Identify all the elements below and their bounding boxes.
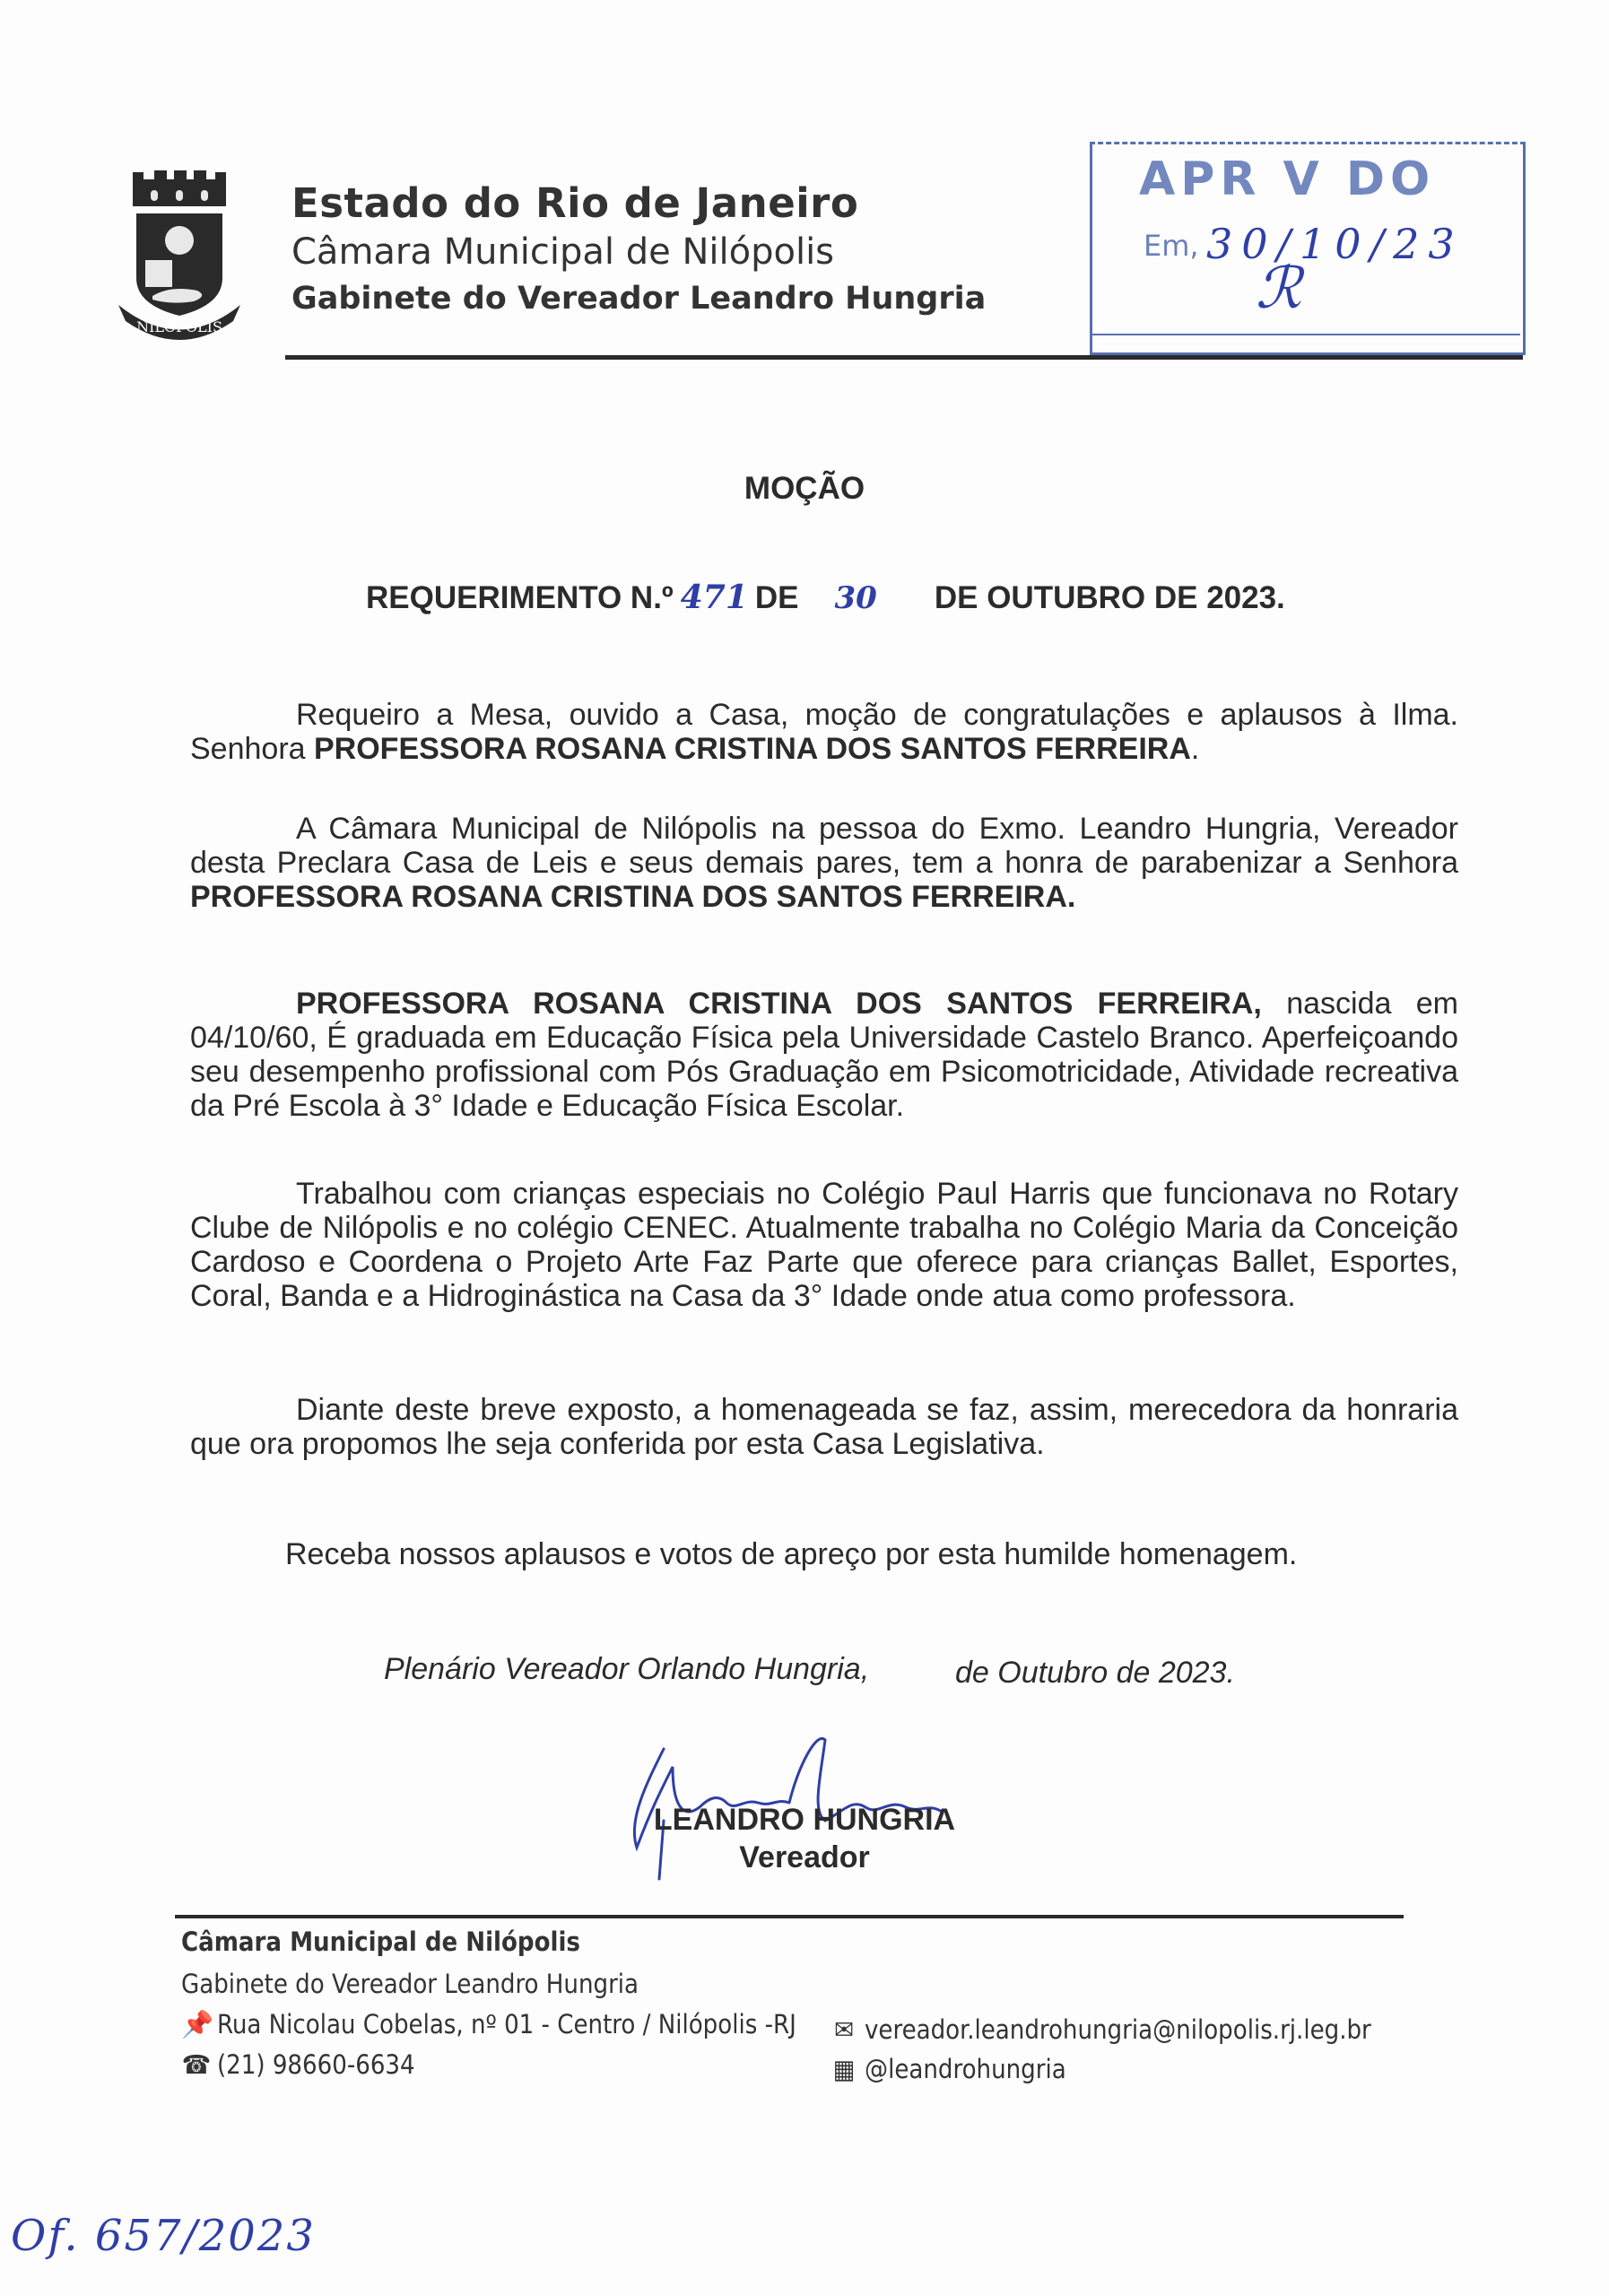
- requerimento-day: 30: [834, 580, 877, 616]
- stamp-date: 30/10/23: [1206, 220, 1464, 268]
- paragraph-conclusion: [190, 1393, 1458, 1461]
- paragraph-closing: Receba nossos aplausos e votos de apreço por esta humilde homenagem.: [285, 1537, 1298, 1571]
- address-text: Rua Nicolau Cobelas, nº 01 - Centro / Nilópolis -RJ: [217, 2009, 796, 2039]
- paragraph-text: Diante deste breve exposto, a homenageada se faz, assim, merecedora da honraria que ora propomos lhe seja conferida por esta Casa Legislativa.: [190, 1393, 1458, 1461]
- phone-app-icon: ▦: [832, 2054, 856, 2084]
- social-handle[interactable]: @leandrohungria: [865, 2054, 1066, 2084]
- envelope-icon: ✉: [834, 2014, 854, 2045]
- signer-name: LEANDRO HUNGRIA: [653, 1803, 956, 1837]
- paragraph-text: Requeiro a Mesa, ouvido a Casa, moção de congratulações e aplausos à Ilma. Senhora: [190, 698, 1458, 766]
- header-state: Estado do Rio de Janeiro: [291, 179, 859, 227]
- paragraph-congratulation: [190, 812, 1458, 914]
- paragraph-text: A Câmara Municipal de Nilópolis na pessoa do Exmo. Leandro Hungria, Vereador desta Preclara Casa de Leis e seus demais pares, tem a honra de parabenizar a Senhora: [190, 812, 1458, 880]
- requerimento-prefix: REQUERIMENTO N.º: [366, 580, 674, 615]
- header-chamber: Câmara Municipal de Nilópolis: [291, 231, 835, 273]
- header-office: Gabinete do Vereador Leandro Hungria: [291, 281, 987, 317]
- footer-social[interactable]: [829, 2054, 1066, 2084]
- stamp-initial: ℛ: [1256, 256, 1302, 322]
- footer-phone: [181, 2049, 415, 2080]
- paragraph-biography: [190, 987, 1458, 1123]
- signer-role: Vereador: [739, 1840, 870, 1874]
- pushpin-icon: 📌: [181, 2009, 214, 2039]
- phone-icon: ☎: [181, 2049, 212, 2080]
- requerimento-number: 471: [680, 578, 748, 616]
- footer-office: Gabinete do Vereador Leandro Hungria: [181, 1969, 639, 1999]
- stamp-title: APR V DO: [1139, 152, 1436, 206]
- document-title: MOÇÃO: [744, 471, 865, 506]
- oficio-annotation: Of. 657/2023: [11, 2211, 316, 2261]
- footer-divider: [175, 1915, 1404, 1918]
- stamp-em-label: Em,: [1144, 229, 1199, 263]
- stamp-divider: [1090, 334, 1520, 335]
- paragraph-text: .: [1190, 732, 1200, 766]
- requerimento-line: [366, 578, 1285, 616]
- paragraph-request: [190, 698, 1458, 766]
- paragraph-text: nascida em 04/10/60, É graduada em Educação Física pela Universidade Castelo Branco. Aperfeiçoando seu desempenho profissional com Pós Graduação em Psicomotricidade, Atividade recreativa da Pré Escola à 3° Idade e Educação Física Escolar.: [190, 987, 1458, 1123]
- crest-label: NILOPOLIS: [136, 318, 222, 335]
- requerimento-suffix: DE OUTUBRO DE 2023.: [934, 580, 1285, 615]
- phone-text: (21) 98660-6634: [217, 2049, 415, 2080]
- place-date: de Outubro de 2023.: [955, 1656, 1235, 1690]
- footer-address: [181, 2009, 796, 2040]
- email-link[interactable]: vereador.leandrohungria@nilopolis.rj.leg.br: [865, 2014, 1371, 2045]
- place-line: Plenário Vereador Orlando Hungria,: [384, 1652, 870, 1686]
- honoree-name: PROFESSORA ROSANA CRISTINA DOS SANTOS FERREIRA,: [296, 987, 1262, 1021]
- paragraph-text: Trabalhou com crianças especiais no Colégio Paul Harris que funcionava no Rotary Clube de Nilópolis e no colégio CENEC. Atualmente trabalha no Colégio Maria da Conceição Cardoso e Coordena o Projeto Arte Faz Parte que oferece para crianças Ballet, Esportes, Coral, Banda e a Hidroginástica na Casa da 3° Idade onde atua como professora.: [190, 1177, 1458, 1313]
- municipal-crest-icon: [108, 170, 251, 341]
- header-divider: [285, 355, 1523, 360]
- footer-email[interactable]: [829, 2014, 1371, 2045]
- honoree-name: PROFESSORA ROSANA CRISTINA DOS SANTOS FERREIRA: [314, 732, 1191, 766]
- honoree-name: PROFESSORA ROSANA CRISTINA DOS SANTOS FERREIRA.: [190, 880, 1076, 914]
- paragraph-career: [190, 1177, 1458, 1313]
- requerimento-de: DE: [754, 580, 799, 615]
- footer-org: Câmara Municipal de Nilópolis: [181, 1926, 580, 1957]
